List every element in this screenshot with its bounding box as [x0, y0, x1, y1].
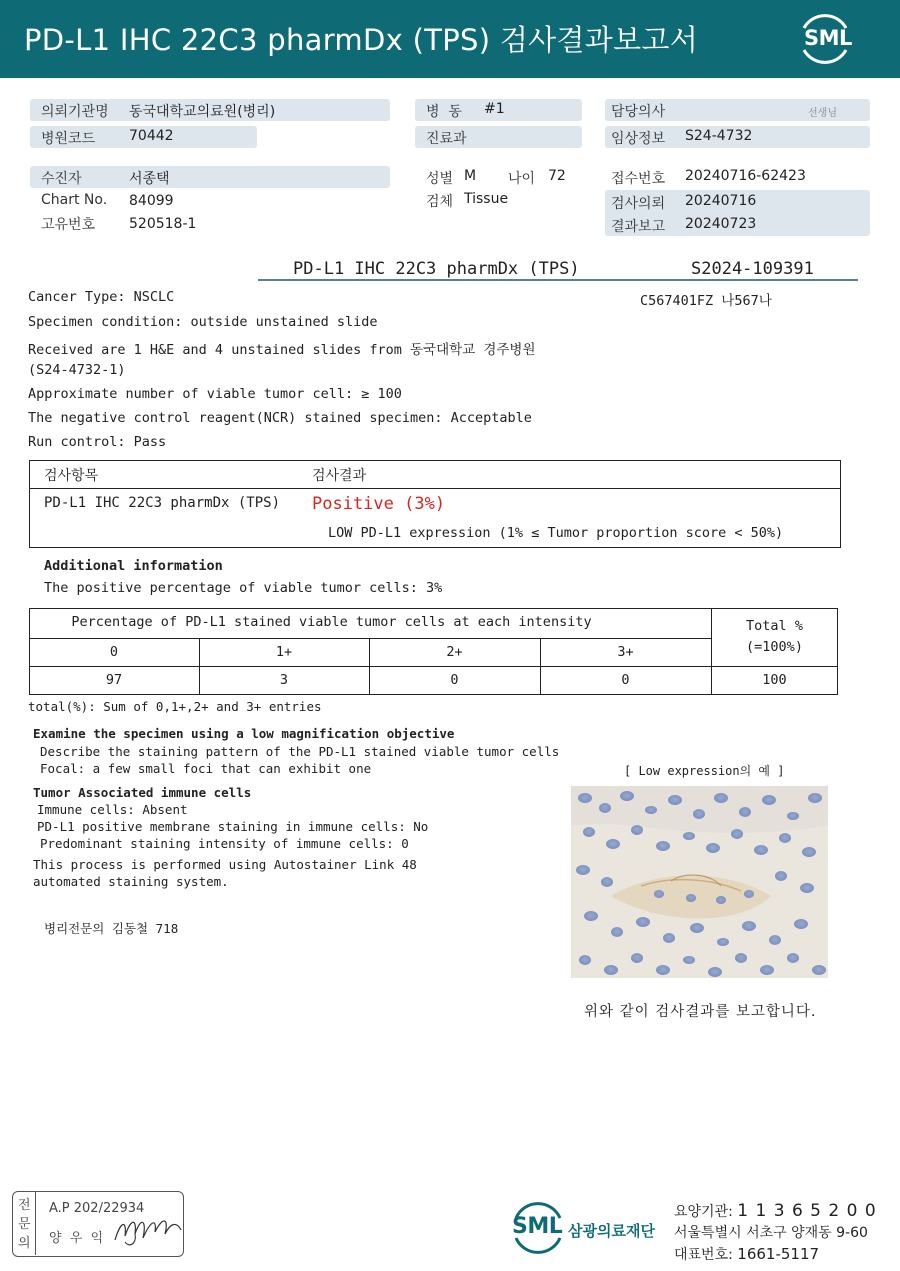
- ward-label: 병 동: [426, 104, 462, 120]
- result-positive: Positive (3%): [312, 494, 446, 514]
- additional-title: Additional information: [44, 558, 223, 574]
- sex-value: M: [464, 168, 477, 184]
- patient-label: 수진자: [41, 171, 82, 187]
- request-label: 검사의뢰: [611, 196, 666, 212]
- intensity-col-2: 2+: [446, 644, 463, 660]
- age-value: 72: [548, 168, 566, 184]
- brand-name: 삼광의료재단: [568, 1222, 655, 1240]
- additional-text: The positive percentage of viable tumor cells: 3%: [44, 580, 443, 596]
- unique-value: 520518-1: [129, 216, 197, 232]
- sex-label: 성별: [426, 171, 454, 187]
- intensity-total: 100: [762, 672, 787, 688]
- result-col-item: 검사항목: [44, 468, 99, 484]
- result-expression: LOW PD-L1 expression (1% ≤ Tumor proportion score < 50%): [328, 525, 784, 541]
- stamp-name: 양 우 익: [49, 1231, 104, 1246]
- intensity-col-3: 3+: [617, 644, 634, 660]
- intensity-val-1: 3: [279, 672, 289, 688]
- intensity-val-3: 0: [621, 672, 630, 688]
- institution-label: 의뢰기관명: [41, 104, 109, 120]
- immune-title: Tumor Associated immune cells: [33, 785, 252, 800]
- dept-label: 진료과: [426, 131, 467, 147]
- examine-title: Examine the specimen using a low magnification objective: [33, 726, 455, 741]
- phone-label: 대표번호:: [674, 1247, 733, 1263]
- process-line1: This process is performed using Autostainer Link 48: [33, 857, 417, 872]
- intensity-col-0: 0: [109, 644, 119, 660]
- patient-value: 서종택: [129, 171, 170, 187]
- agency-label: 요양기관:: [674, 1204, 733, 1220]
- cancer-type: Cancer Type: NSCLC: [28, 289, 175, 305]
- intensity-col-1: 1+: [275, 644, 293, 660]
- result-item: PD-L1 IHC 22C3 pharmDx (TPS): [44, 495, 281, 511]
- report-header: [0, 0, 900, 78]
- hospital-code-value: 70442: [129, 128, 174, 144]
- examine-line1: Describe the staining pattern of the PD-L1 stained viable tumor cells: [40, 744, 560, 759]
- specimen-condition: Specimen condition: outside unstained slide: [28, 314, 378, 330]
- info-pill: [30, 166, 390, 188]
- pathologist: 병리전문의 김동철 718: [44, 921, 179, 936]
- report-test-title: PD-L1 IHC 22C3 pharmDx (TPS): [293, 259, 580, 279]
- logo-text: SML: [804, 26, 852, 50]
- received-text: Received are 1 H&E and 4 unstained slides from 동국대학교 경주병원: [28, 342, 536, 358]
- examine-line2: Focal: a few small foci that can exhibit one: [40, 761, 372, 776]
- address: 서울특별시 서초구 양재동 9-60: [674, 1225, 868, 1241]
- request-value: 20240716: [685, 193, 757, 209]
- specimen-code: C567401FZ 나567나: [640, 293, 772, 309]
- brand-logo-text: SML: [512, 1214, 563, 1239]
- phone: 1661-5117: [737, 1245, 820, 1263]
- ward-value: #1: [484, 101, 505, 117]
- low-expression-caption: [ Low expression의 예 ]: [624, 764, 785, 778]
- ncr-text: The negative control reagent(NCR) stained specimen: Acceptable: [28, 410, 532, 426]
- run-control: Run control: Pass: [28, 434, 167, 450]
- total-header-1: Total %: [746, 618, 803, 634]
- specimen-label: 검체: [426, 194, 454, 210]
- intensity-val-2: 0: [450, 672, 459, 688]
- result-box-divider: [29, 488, 841, 489]
- result-col-result: 검사결과: [312, 468, 367, 484]
- report-label: 결과보고: [611, 219, 666, 235]
- stamp-ap: A.P 202/22934: [49, 1201, 145, 1216]
- sml-logo: [796, 12, 854, 66]
- report-id: S2024-109391: [691, 259, 814, 279]
- institution-value: 동국대학교의료원(병리): [129, 104, 276, 120]
- doctor-suffix: 선생님: [808, 108, 837, 119]
- doctor-label: 담당의사: [611, 104, 666, 120]
- signature-icon: [113, 1210, 183, 1250]
- specialist-stamp: [12, 1191, 184, 1257]
- stamp-side-1: 전: [18, 1198, 31, 1213]
- clinical-label: 임상정보: [611, 131, 666, 147]
- closing-statement: 위와 같이 검사결과를 보고합니다.: [584, 1004, 817, 1020]
- agency-code: 1 1 3 6 5 2 0 0: [737, 1201, 877, 1221]
- clinical-value: S24-4732: [685, 128, 753, 144]
- chart-label: Chart No.: [41, 192, 108, 208]
- immune-line3: Predominant staining intensity of immune cells: 0: [40, 836, 409, 851]
- unique-label: 고유번호: [41, 217, 96, 233]
- stamp-side-2: 문: [18, 1217, 31, 1232]
- process-line2: automated staining system.: [33, 874, 229, 889]
- stamp-side-3: 의: [18, 1236, 31, 1251]
- title-underline: [258, 279, 858, 281]
- receipt-label: 접수번호: [611, 171, 666, 187]
- total-header-2: (=100%): [746, 639, 803, 655]
- immune-line1: Immune cells: Absent: [37, 802, 188, 817]
- total-note: total(%): Sum of 0,1+,2+ and 3+ entries: [28, 699, 322, 714]
- specimen-value: Tissue: [464, 191, 509, 207]
- viable-tumor-cell: Approximate number of viable tumor cell: ≥ 100: [28, 386, 402, 402]
- intensity-header: Percentage of PD-L1 stained viable tumor cells at each intensity: [71, 614, 592, 630]
- received-ref: (S24-4732-1): [28, 362, 126, 378]
- report-value: 20240723: [685, 216, 757, 232]
- intensity-val-0: 97: [105, 672, 123, 688]
- chart-value: 84099: [129, 193, 174, 209]
- hospital-code-label: 병원코드: [41, 131, 96, 147]
- immune-line2: PD-L1 positive membrane staining in immune cells: No: [37, 819, 429, 834]
- age-label: 나이: [508, 171, 536, 187]
- report-title: PD-L1 IHC 22C3 pharmDx (TPS) 검사결과보고서: [24, 23, 699, 57]
- low-expression-example-image: [571, 786, 828, 978]
- receipt-value: 20240716-62423: [685, 168, 806, 184]
